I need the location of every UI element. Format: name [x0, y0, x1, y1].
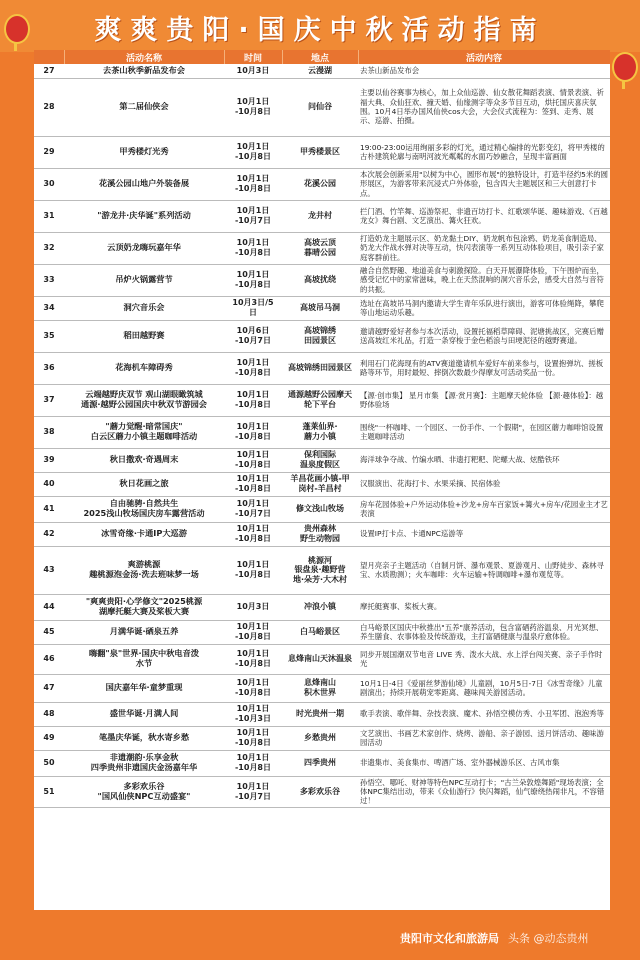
activity-content: 汉服演出、花海打卡、水果采摘、民宿体验 [358, 472, 610, 496]
row-number: 34 [34, 296, 64, 320]
row-number: 51 [34, 776, 64, 807]
row-number: 49 [34, 726, 64, 750]
activity-location: 冲浪小镇 [282, 594, 358, 620]
activity-time: 10月1日 -10月8日 [224, 472, 282, 496]
table-row [34, 384, 610, 416]
activity-content: 歌手表演、歌伴舞、杂技表演、魔术、孙悟空模仿秀、小丑军团、泡泡秀等 [358, 702, 610, 726]
activity-content: 海洋球争夺战、竹编水晒、非遗打粑粑、陀螺大战、炫酷铁环 [358, 448, 610, 472]
table-row [34, 726, 610, 750]
activity-location: 高坡锦绣田园景区 [282, 352, 358, 384]
activity-location: 修文浅山牧场 [282, 496, 358, 522]
table-row [34, 546, 610, 594]
activity-name: 花海机车障碍秀 [64, 352, 224, 384]
header-content: 活动内容 [358, 50, 610, 64]
table-row [34, 472, 610, 496]
row-number: 33 [34, 264, 64, 296]
header-location: 地点 [282, 50, 358, 64]
activity-location: 高坡吊马洞 [282, 296, 358, 320]
activity-time: 10月1日 -10月7日 [224, 200, 282, 232]
table-row [34, 702, 610, 726]
table-row [34, 352, 610, 384]
activity-name: 盛世华诞·月满人间 [64, 702, 224, 726]
activity-name: 自由驰骋·自然共生 2025浅山牧场国庆房车露营活动 [64, 496, 224, 522]
activity-time: 10月1日 -10月8日 [224, 136, 282, 168]
activity-location: 甲秀楼景区 [282, 136, 358, 168]
activity-time: 10月1日 -10月7日 [224, 776, 282, 807]
table-row [34, 264, 610, 296]
activity-time: 10月1日 -10月8日 [224, 232, 282, 264]
activity-content: 望月亮亲子主题活动（自制月饼、瀑布观景、夏游观月、山野徒步、森林寻宝、水质勘测）；火车咖啡：火车运输+特调咖啡+瀑布观览等。 [358, 546, 610, 594]
activity-name: 非遗潮韵·乐享金秋 四季贵州非遗国庆金汤嘉年华 [64, 750, 224, 776]
activity-location: 羊昌花画小镇-甲 岗村-羊昌村 [282, 472, 358, 496]
activity-table [34, 50, 610, 808]
activity-time: 10月1日 -10月8日 [224, 448, 282, 472]
activity-name: 云端越野庆双节 观山湖眼瞰筑城 通源·越野公园国庆中秋双节游园会 [64, 384, 224, 416]
activity-sheet [34, 50, 610, 910]
row-number: 35 [34, 320, 64, 352]
activity-location: 高坡扰绕 [282, 264, 358, 296]
activity-name: 秋日花画之旅 [64, 472, 224, 496]
activity-time: 10月1日 -10月7日 [224, 496, 282, 522]
table-row [34, 416, 610, 448]
activity-location: 息烽南山 积木世界 [282, 674, 358, 702]
activity-location: 多彩欢乐谷 [282, 776, 358, 807]
row-number: 29 [34, 136, 64, 168]
activity-content: 同步开展国潮双节电音 LIVE 秀、泼水大战、水上浮台闯关赛、亲子手作时光 [358, 644, 610, 674]
row-number: 31 [34, 200, 64, 232]
row-number: 40 [34, 472, 64, 496]
table-row [34, 78, 610, 136]
activity-time: 10月1日 -10月8日 [224, 416, 282, 448]
table-row [34, 320, 610, 352]
activity-location: 四季贵州 [282, 750, 358, 776]
table-row [34, 232, 610, 264]
activity-name: 稻田越野赛 [64, 320, 224, 352]
table-row [34, 644, 610, 674]
activity-name: 多彩欢乐谷 "国风仙侠NPC互动盛宴" [64, 776, 224, 807]
row-number: 32 [34, 232, 64, 264]
activity-content: 白马峪景区国庆中秋推出"五养"康养活动，包含富硒药浴温泉、月光冥想、养生膳食、农事体验及传统游戏，主打富硒健康与温泉疗愈体验。 [358, 620, 610, 644]
activity-time: 10月1日 -10月8日 [224, 546, 282, 594]
activity-location: 蓬莱仙界· 蘑力小镇 [282, 416, 358, 448]
row-number: 42 [34, 522, 64, 546]
activity-location: 保利国际 温泉度假区 [282, 448, 358, 472]
row-number: 38 [34, 416, 64, 448]
activity-location: 时光贵州一期 [282, 702, 358, 726]
header-banner [0, 0, 640, 52]
activity-content: 设置IP打卡点、卡通NPC巡游等 [358, 522, 610, 546]
activity-time: 10月1日 -10月8日 [224, 522, 282, 546]
table-row [34, 168, 610, 200]
activity-time: 10月1日 -10月8日 [224, 264, 282, 296]
activity-location: 桃源河 银盘泉·趣野营 地·朵芳·大木村 [282, 546, 358, 594]
activity-name: 第二届仙侠会 [64, 78, 224, 136]
table-header-row [34, 50, 610, 64]
activity-content: 本次展会创新采用"以树为中心，圆形布展"的独特设计，打造半径约5米的圆形展区，为游客带来沉浸式户外体验，包含四大主题展区和三大创意打卡点。 [358, 168, 610, 200]
activity-name: 嗨翻"泉"世界·国庆中秋电音泼 水节 [64, 644, 224, 674]
activity-content: 打造奶龙主题展示区、奶龙黏土DIY、奶龙帆布包涂鸦、奶龙美食制造局、奶龙大作战水弹对决等互动，快闪表演等一系列互动体验项目，吸引亲子家庭客群前往。 [358, 232, 610, 264]
activity-name: "爽爽贵阳·心学修文"2025桃源 湖摩托艇大赛及桨板大赛 [64, 594, 224, 620]
table-row [34, 620, 610, 644]
activity-location: 花溪公园 [282, 168, 358, 200]
activity-time: 10月1日 -10月8日 [224, 168, 282, 200]
row-number: 37 [34, 384, 64, 416]
row-number: 45 [34, 620, 64, 644]
row-number: 30 [34, 168, 64, 200]
activity-name: 吊炉火锅露营节 [64, 264, 224, 296]
row-number: 39 [34, 448, 64, 472]
table-row [34, 522, 610, 546]
activity-location: 高坡锦绣 田园景区 [282, 320, 358, 352]
activity-content: 孙悟空、哪吒、财神等特色NPC互动打卡；"古兰朵敦煌舞蹈"现场表演；全体NPC集结出动，带来《众仙游行》快闪舞蹈，仙气缭绕热闹非凡，不容错过！ [358, 776, 610, 807]
activity-time: 10月3日/5 日 [224, 296, 282, 320]
activity-name: 去茶山秋季新品发布会 [64, 64, 224, 78]
activity-content: 10月1日-4日《爱丽丝梦游仙境》儿童剧，10月5日-7日《冰雪奇缘》儿童剧演出；持续开展萌宠零距离、趣味闯关游园活动。 [358, 674, 610, 702]
row-number: 44 [34, 594, 64, 620]
activity-name: 甲秀楼灯光秀 [64, 136, 224, 168]
activity-time: 10月1日 -10月8日 [224, 726, 282, 750]
activity-content: 主要以仙谷赛事为核心，加上众仙巡游、仙女散花舞蹈表演、情景表演、祈福大典、众仙狂欢、撞天婚、仙缘测字等众多节目互动，烘托国庆喜庆氛围。10月4日举办国风仙侠cos大会，大会仪式流程为：签到、走秀、展示、巡游、拍摄。 [358, 78, 610, 136]
activity-name: 爽游桃源 趣桃源泡金汤·洗去班味梦一场 [64, 546, 224, 594]
activity-location: 息烽南山天沐温泉 [282, 644, 358, 674]
row-number: 41 [34, 496, 64, 522]
activity-time: 10月1日 -10月8日 [224, 620, 282, 644]
activity-time: 10月1日 -10月8日 [224, 384, 282, 416]
page-title: 爽爽贵阳·国庆中秋活动指南 [94, 15, 546, 46]
table-row [34, 136, 610, 168]
activity-time: 10月1日 -10月8日 [224, 674, 282, 702]
row-number: 47 [34, 674, 64, 702]
activity-location: 云漫湖 [282, 64, 358, 78]
activity-location: 高坡云顶 暮晴公园 [282, 232, 358, 264]
activity-content: 摩托艇赛事、桨板大赛。 [358, 594, 610, 620]
row-number: 36 [34, 352, 64, 384]
activity-content: 邀请越野爱好者参与本次活动，设置托福稻草障碍、泥塘挑战区，完赛后赠送高坡红米礼品，打造一条穿梭于金色稻浪与田埂泥径的越野赛道。 [358, 320, 610, 352]
activity-content: 选址在高坡吊马洞内邀请大学生青年乐队进行演出，游客可体验绳降，攀爬等山地运动乐趣。 [358, 296, 610, 320]
activity-location: 白马峪景区 [282, 620, 358, 644]
table-row [34, 674, 610, 702]
header-no [34, 50, 64, 64]
watermark: 头条 @动态贵州 [508, 932, 589, 945]
activity-time: 10月1日 -10月8日 [224, 352, 282, 384]
lantern-right-icon [612, 52, 638, 82]
activity-time: 10月1日 -10月8日 [224, 750, 282, 776]
activity-name: "蘑力觉醒·暗常国庆" 白云区蘑力小镇主题咖啡活动 [64, 416, 224, 448]
activity-time: 10月3日 [224, 594, 282, 620]
activity-time: 10月6日 -10月7日 [224, 320, 282, 352]
activity-location: 通源越野公园摩天 轮下平台 [282, 384, 358, 416]
table-row [34, 200, 610, 232]
activity-name: "游龙井·庆华诞"系列活动 [64, 200, 224, 232]
table-row [34, 594, 610, 620]
header-name: 活动名称 [64, 50, 224, 64]
activity-time: 10月1日 -10月3日 [224, 702, 282, 726]
activity-content: 利用石门花海现有的ATV赛道邀请机车爱好车前来参与，设置抱弹坑、搓板路等环节，用时最短、摔倒次数最少得摩友可活动奖品一份。 [358, 352, 610, 384]
activity-content: 非遗集市、美食集市、啤酒广场、室外器械游乐区、古风市集 [358, 750, 610, 776]
activity-content: 去茶山新品发布会 [358, 64, 610, 78]
activity-name: 月满华诞·硒泉五养 [64, 620, 224, 644]
header-time: 时间 [224, 50, 282, 64]
table-row [34, 296, 610, 320]
activity-name: 云顶奶龙嗨玩嘉年华 [64, 232, 224, 264]
activity-time: 10月1日 -10月8日 [224, 78, 282, 136]
row-number: 46 [34, 644, 64, 674]
activity-name: 秋日撒欢·奇遇周末 [64, 448, 224, 472]
table-row [34, 776, 610, 807]
activity-name: 冰雪奇缘·卡通IP大巡游 [64, 522, 224, 546]
activity-name: 洞穴音乐会 [64, 296, 224, 320]
activity-name: 花溪公园山地户外装备展 [64, 168, 224, 200]
footer-publisher: 贵阳市文化和旅游局 [400, 932, 499, 945]
row-number: 48 [34, 702, 64, 726]
activity-time: 10月3日 [224, 64, 282, 78]
activity-content: 融合自然野趣、地道美食与刺激探险。白天开展瀑降体验，下午围炉而坐，感受记忆中的家常滋味，晚上在天然混响的洞穴音乐会，感受大自然与音符的共振。 [358, 264, 610, 296]
table-row [34, 750, 610, 776]
activity-name: 国庆嘉年华·童梦重现 [64, 674, 224, 702]
row-number: 27 [34, 64, 64, 78]
row-number: 43 [34, 546, 64, 594]
row-number: 50 [34, 750, 64, 776]
activity-content: 房车花园体验+户外运动体验+沙龙+房车百家饭+篝火+房车/花园业主才艺表演 [358, 496, 610, 522]
activity-content: 文艺演出、书画艺术家创作、烧烤、游船、亲子游园、送月饼活动、趣味游园活动 [358, 726, 610, 750]
activity-content: 【源·创市集】 星月市集 【源·赏月赛】：主题摩天轮体验 【源·趣体验】：越野体验场 [358, 384, 610, 416]
activity-location: 问仙谷 [282, 78, 358, 136]
activity-content: 19:00-23:00运用绚丽多彩的灯光，通过精心编排的光影变幻，将甲秀楼的古朴建筑轮廓与南明河波光粼粼的水面巧妙融合，呈现丰富画面 [358, 136, 610, 168]
activity-time: 10月1日 -10月8日 [224, 644, 282, 674]
activity-content: 围绕"一杯咖啡、一个园区、一份手作、一个假期"，在园区蘑力咖啡馆设置主题咖啡活动 [358, 416, 610, 448]
table-row [34, 496, 610, 522]
table-row [34, 64, 610, 78]
activity-content: 拦门酒、竹竿舞、巡游祭祀、非遗百坊打卡、红歌颂华诞、趣味游戏、《百越龙女》舞台剧、文艺演出、篝火狂欢。 [358, 200, 610, 232]
activity-name: 笔墨庆华诞，秋水寄乡愁 [64, 726, 224, 750]
activity-location: 贵州森林 野生动物园 [282, 522, 358, 546]
row-number: 28 [34, 78, 64, 136]
table-row [34, 448, 610, 472]
activity-location: 乡愁贵州 [282, 726, 358, 750]
activity-location: 龙井村 [282, 200, 358, 232]
